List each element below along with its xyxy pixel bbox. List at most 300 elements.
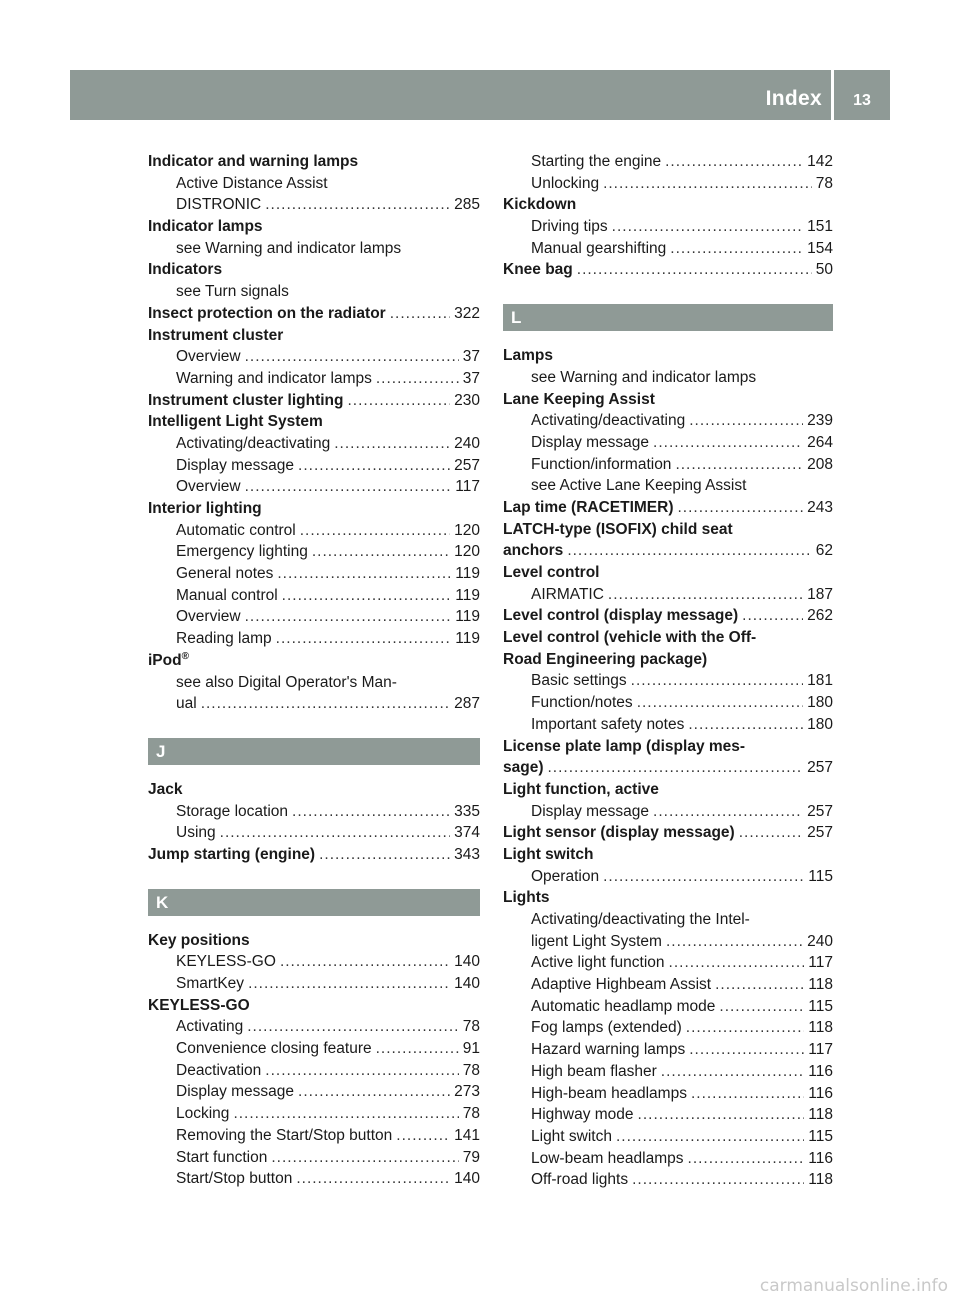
page-header-bar xyxy=(70,70,890,120)
page-reference: 116 xyxy=(808,1149,833,1167)
dot-leader xyxy=(276,628,452,650)
entry-text: AIRMATIC xyxy=(531,585,604,603)
index-subentry[interactable] xyxy=(503,216,833,238)
dot-leader xyxy=(292,801,450,823)
index-subentry[interactable] xyxy=(148,628,480,650)
dot-leader xyxy=(376,368,459,390)
entry-label xyxy=(531,1126,612,1148)
index-entry[interactable] xyxy=(148,779,480,801)
page-reference: 273 xyxy=(454,1083,480,1101)
dot-leader xyxy=(245,346,459,368)
index-subentry[interactable] xyxy=(503,454,833,476)
section-letter-header: L xyxy=(503,304,833,331)
entry-label xyxy=(531,1104,634,1126)
page-reference: 120 xyxy=(454,521,480,539)
entry-text: Automatic control xyxy=(176,521,296,539)
index-entry[interactable] xyxy=(148,325,480,347)
dot-leader xyxy=(220,822,450,844)
dot-leader xyxy=(247,1016,459,1038)
entry-text: Convenience closing feature xyxy=(176,1040,372,1058)
entry-text: see also Digital Operator's Man- xyxy=(176,673,397,691)
section-spacer xyxy=(503,331,833,345)
page-reference: 208 xyxy=(807,455,833,473)
entry-text: Lights xyxy=(503,889,550,907)
index-entry[interactable] xyxy=(503,779,833,801)
section-spacer xyxy=(148,765,480,779)
entry-text: Locking xyxy=(176,1105,230,1123)
page-reference: 322 xyxy=(454,304,480,322)
index-subentry[interactable] xyxy=(503,866,833,888)
page-reference: 262 xyxy=(807,607,833,625)
page-reference: 118 xyxy=(808,1106,833,1124)
entry-label xyxy=(176,238,401,260)
entry-label xyxy=(176,476,241,498)
entry-text: Level control (display message) xyxy=(503,607,739,625)
entry-label xyxy=(531,952,665,974)
entry-label xyxy=(503,887,550,909)
dot-leader xyxy=(742,605,803,627)
dot-leader xyxy=(603,173,812,195)
index-subentry[interactable] xyxy=(148,1168,480,1190)
page-reference: 187 xyxy=(807,585,833,603)
entry-label xyxy=(503,757,544,779)
entry-label xyxy=(503,627,756,649)
index-subentry[interactable] xyxy=(503,996,833,1018)
index-subentry[interactable] xyxy=(503,238,833,260)
page-reference: 118 xyxy=(808,1019,833,1037)
entry-label xyxy=(503,844,593,866)
entry-text: Using xyxy=(176,824,216,842)
index-entry[interactable] xyxy=(503,540,833,562)
entry-label xyxy=(176,973,244,995)
entry-label xyxy=(176,628,272,650)
dot-leader xyxy=(665,151,803,173)
entry-text: Overview xyxy=(176,348,241,366)
entry-label xyxy=(148,259,222,281)
page-reference: 140 xyxy=(454,1170,480,1188)
entry-label xyxy=(503,649,707,671)
dot-leader xyxy=(577,259,812,281)
dot-leader xyxy=(282,585,452,607)
index-entry[interactable] xyxy=(503,519,833,541)
entry-text: Light switch xyxy=(531,1127,612,1145)
index-entry[interactable] xyxy=(148,411,480,433)
entry-text: Function/notes xyxy=(531,694,633,712)
section-letter-header: J xyxy=(148,738,480,765)
index-subentry[interactable] xyxy=(148,346,480,368)
section-spacer xyxy=(148,916,480,930)
index-subentry[interactable] xyxy=(148,1038,480,1060)
entry-label xyxy=(531,1061,657,1083)
entry-text: Starting the engine xyxy=(531,153,662,170)
entry-label xyxy=(148,216,263,238)
index-entry[interactable] xyxy=(148,844,480,866)
dot-leader xyxy=(637,692,803,714)
page-reference: 117 xyxy=(808,954,833,972)
entry-label xyxy=(531,1169,628,1191)
dot-leader xyxy=(631,670,803,692)
entry-text: Unlocking xyxy=(531,174,600,192)
entry-text: Road Engineering package) xyxy=(503,650,708,668)
entry-label xyxy=(531,974,711,996)
page-reference: 257 xyxy=(807,824,833,842)
index-subentry[interactable] xyxy=(148,1103,480,1125)
entry-label xyxy=(148,498,262,520)
dot-leader xyxy=(312,541,450,563)
index-entry[interactable] xyxy=(148,303,480,325)
index-subentry[interactable] xyxy=(503,1039,833,1061)
index-subentry[interactable] xyxy=(148,238,480,260)
entry-text: Activating/deactivating the Intel- xyxy=(531,911,750,928)
index-column-left xyxy=(148,151,480,1190)
index-entry[interactable] xyxy=(503,844,833,866)
entry-label xyxy=(148,650,189,672)
entry-text: Knee bag xyxy=(503,261,573,279)
page-reference: 239 xyxy=(807,412,833,430)
entry-text: see Warning and indicator lamps xyxy=(176,239,402,257)
index-subentry[interactable] xyxy=(148,1060,480,1082)
page-reference: 78 xyxy=(815,174,833,192)
entry-label xyxy=(531,151,661,173)
page-reference: 287 xyxy=(454,695,480,713)
index-entry[interactable] xyxy=(503,649,833,671)
entry-label xyxy=(148,325,283,347)
entry-text: KEYLESS-GO xyxy=(148,996,250,1014)
entry-label xyxy=(503,736,745,758)
index-subentry[interactable] xyxy=(503,173,833,195)
entry-text: Insect protection on the radiator xyxy=(148,304,386,322)
entry-text: see Warning and indicator lamps xyxy=(531,368,757,386)
entry-label xyxy=(176,346,241,368)
entry-text: Warning and indicator lamps xyxy=(176,369,372,387)
index-subentry[interactable] xyxy=(148,1147,480,1169)
entry-label xyxy=(531,801,649,823)
dot-leader xyxy=(653,801,803,823)
dot-leader xyxy=(678,497,804,519)
index-entry[interactable] xyxy=(148,498,480,520)
entry-label xyxy=(176,455,294,477)
entry-label xyxy=(176,563,273,585)
entry-text: Light sensor (display message) xyxy=(503,824,735,842)
entry-text: Level control xyxy=(503,564,600,581)
entry-label xyxy=(176,1147,267,1169)
index-entry[interactable] xyxy=(503,259,833,281)
header-title: Index xyxy=(765,87,822,110)
entry-text: Emergency lighting xyxy=(176,543,308,561)
entry-text: Active Distance Assist xyxy=(176,174,328,192)
entry-label xyxy=(148,390,343,412)
index-entry[interactable] xyxy=(503,757,833,779)
entry-label xyxy=(176,1016,243,1038)
index-subentry[interactable] xyxy=(148,585,480,607)
dot-leader xyxy=(689,1039,804,1061)
index-entry[interactable] xyxy=(503,562,833,584)
index-entry[interactable] xyxy=(148,390,480,412)
index-subentry[interactable] xyxy=(503,974,833,996)
index-subentry[interactable] xyxy=(503,475,833,497)
entry-label xyxy=(503,540,563,562)
index-subentry[interactable] xyxy=(503,410,833,432)
entry-label xyxy=(176,606,241,628)
page-reference: 154 xyxy=(807,239,833,257)
entry-label xyxy=(531,238,666,260)
entry-text: Important safety notes xyxy=(531,715,685,733)
page-reference: 243 xyxy=(807,498,833,516)
entry-text: Display message xyxy=(531,433,650,451)
entry-text: Activating/deactivating xyxy=(531,412,686,430)
dot-leader xyxy=(688,714,803,736)
dot-leader xyxy=(670,238,803,260)
index-entry[interactable] xyxy=(148,930,480,952)
index-subentry[interactable] xyxy=(503,432,833,454)
entry-label xyxy=(148,844,315,866)
entry-text: Overview xyxy=(176,608,241,626)
index-subentry[interactable] xyxy=(148,1016,480,1038)
page-reference: 374 xyxy=(454,824,480,842)
dot-leader xyxy=(715,974,804,996)
page-reference: 285 xyxy=(454,196,480,214)
dot-leader xyxy=(689,410,803,432)
index-entry[interactable] xyxy=(148,650,480,672)
entry-label xyxy=(176,951,276,973)
entry-label xyxy=(176,1125,392,1147)
entry-text: Display message xyxy=(176,1083,295,1101)
page-reference: 257 xyxy=(807,759,833,777)
page-reference: 181 xyxy=(807,672,833,690)
entry-label xyxy=(176,1038,372,1060)
dot-leader xyxy=(669,952,805,974)
index-subentry[interactable] xyxy=(503,670,833,692)
entry-label xyxy=(176,433,330,455)
page-reference: 78 xyxy=(462,1018,480,1036)
dot-leader xyxy=(666,931,803,953)
entry-label xyxy=(176,1081,294,1103)
index-subentry[interactable] xyxy=(148,541,480,563)
index-entry[interactable] xyxy=(503,736,833,758)
entry-label xyxy=(531,909,750,931)
index-subentry[interactable] xyxy=(148,476,480,498)
index-subentry[interactable] xyxy=(503,1126,833,1148)
index-subentry[interactable] xyxy=(503,1017,833,1039)
page-reference: 141 xyxy=(454,1126,480,1144)
index-subentry[interactable] xyxy=(503,151,833,173)
dot-leader xyxy=(334,433,450,455)
entry-label xyxy=(531,996,715,1018)
entry-label xyxy=(176,541,308,563)
index-subentry[interactable] xyxy=(148,520,480,542)
page-reference: 240 xyxy=(454,434,480,452)
entry-label xyxy=(176,822,216,844)
entry-label xyxy=(531,1039,685,1061)
index-subentry[interactable] xyxy=(503,584,833,606)
entry-text: Active light function xyxy=(531,954,665,972)
entry-label xyxy=(176,368,372,390)
section-spacer xyxy=(148,715,480,738)
entry-label xyxy=(503,562,599,584)
page-reference: 78 xyxy=(462,1105,480,1123)
entry-label xyxy=(531,1017,682,1039)
dot-leader xyxy=(688,1148,805,1170)
index-subentry[interactable] xyxy=(148,801,480,823)
entry-label xyxy=(148,151,358,173)
index-subentry[interactable] xyxy=(503,909,833,931)
dot-leader xyxy=(653,432,803,454)
index-subentry[interactable] xyxy=(148,672,480,694)
index-entry[interactable] xyxy=(503,627,833,649)
index-subentry[interactable] xyxy=(148,1125,480,1147)
index-subentry[interactable] xyxy=(503,1148,833,1170)
index-subentry[interactable] xyxy=(503,931,833,953)
index-entry[interactable] xyxy=(148,216,480,238)
entry-label xyxy=(176,1103,229,1125)
entry-text: Indicator and warning lamps xyxy=(148,153,359,170)
entry-text: Key positions xyxy=(148,931,250,949)
dot-leader xyxy=(376,1038,459,1060)
page-reference: 343 xyxy=(454,845,480,863)
entry-text: Automatic headlamp mode xyxy=(531,997,716,1015)
entry-label xyxy=(531,410,685,432)
index-entry[interactable] xyxy=(503,822,833,844)
index-subentry[interactable] xyxy=(148,1081,480,1103)
dot-leader xyxy=(603,866,804,888)
dot-leader xyxy=(300,520,450,542)
index-subentry[interactable] xyxy=(148,563,480,585)
index-subentry[interactable] xyxy=(148,606,480,628)
index-entry[interactable] xyxy=(148,259,480,281)
index-entry[interactable] xyxy=(503,497,833,519)
page-reference: 264 xyxy=(807,433,833,451)
page-reference: 37 xyxy=(462,348,480,366)
entry-label xyxy=(503,194,576,216)
entry-text: Kickdown xyxy=(503,196,577,214)
index-subentry[interactable] xyxy=(503,1061,833,1083)
index-subentry[interactable] xyxy=(503,692,833,714)
index-entry[interactable] xyxy=(148,151,480,173)
page-reference: 78 xyxy=(462,1061,480,1079)
entry-text: Function/information xyxy=(531,455,672,473)
index-subentry[interactable] xyxy=(503,1104,833,1126)
page-reference: 140 xyxy=(454,953,480,971)
dot-leader xyxy=(201,693,450,715)
entry-label xyxy=(503,497,674,519)
entry-label xyxy=(503,259,573,281)
entry-text: Deactivation xyxy=(176,1061,262,1079)
dot-leader xyxy=(548,757,804,779)
index-subentry[interactable] xyxy=(503,1083,833,1105)
entry-text: Intelligent Light System xyxy=(148,413,323,431)
page-reference: 116 xyxy=(808,1084,833,1102)
watermark: carmanualsonline.info xyxy=(759,1276,948,1296)
entry-text: see Turn signals xyxy=(176,283,289,301)
index-entry[interactable] xyxy=(148,995,480,1017)
entry-text: KEYLESS-GO xyxy=(176,953,276,971)
entry-label xyxy=(148,779,182,801)
page-reference: 115 xyxy=(808,997,833,1015)
index-subentry[interactable] xyxy=(148,433,480,455)
entry-label xyxy=(176,585,278,607)
index-subentry[interactable] xyxy=(148,455,480,477)
entry-text: Indicator lamps xyxy=(148,218,263,236)
index-subentry[interactable] xyxy=(503,714,833,736)
index-subentry[interactable] xyxy=(503,952,833,974)
section-spacer xyxy=(148,866,480,889)
entry-label xyxy=(531,173,599,195)
entry-text: sage) xyxy=(503,759,544,777)
page-reference: 257 xyxy=(807,802,833,820)
dot-leader xyxy=(567,540,811,562)
dot-leader xyxy=(608,584,803,606)
entry-text: Highway mode xyxy=(531,1106,634,1124)
entry-text: Operation xyxy=(531,867,600,885)
index-subentry[interactable] xyxy=(503,367,833,389)
entry-text: Start function xyxy=(176,1148,268,1166)
index-subentry[interactable] xyxy=(148,194,480,216)
index-subentry[interactable] xyxy=(148,281,480,303)
page-reference: 180 xyxy=(807,715,833,733)
index-subentry[interactable] xyxy=(148,368,480,390)
page-reference: 115 xyxy=(808,867,833,885)
entry-text: Interior lighting xyxy=(148,500,262,517)
index-entry[interactable] xyxy=(503,887,833,909)
dot-leader xyxy=(265,1060,458,1082)
dot-leader xyxy=(248,973,450,995)
entry-text: Activating/deactivating xyxy=(176,434,331,452)
dot-leader xyxy=(271,1147,458,1169)
index-subentry[interactable] xyxy=(148,822,480,844)
entry-label xyxy=(531,866,599,888)
page-reference: 117 xyxy=(808,1041,833,1059)
dot-leader xyxy=(739,822,803,844)
entry-label xyxy=(531,931,662,953)
index-entry[interactable] xyxy=(503,194,833,216)
page-reference: 257 xyxy=(454,456,480,474)
page-reference: 230 xyxy=(454,391,480,409)
entry-text: ual xyxy=(176,695,197,713)
page-number: 13 xyxy=(853,92,871,109)
entry-text: Level control (vehicle with the Off- xyxy=(503,629,757,647)
entry-text: High beam flasher xyxy=(531,1062,657,1080)
dot-leader xyxy=(661,1061,804,1083)
entry-text: Lamps xyxy=(503,347,553,365)
index-subentry[interactable] xyxy=(503,1169,833,1191)
dot-leader xyxy=(277,563,451,585)
entry-label xyxy=(176,1168,292,1190)
entry-text: Jump starting (engine) xyxy=(148,845,316,863)
section-spacer xyxy=(503,281,833,304)
index-entry[interactable] xyxy=(503,389,833,411)
entry-label xyxy=(531,1083,687,1105)
dot-leader xyxy=(396,1125,450,1147)
index-entry[interactable] xyxy=(503,605,833,627)
dot-leader xyxy=(347,390,450,412)
page-reference: 118 xyxy=(808,1171,833,1189)
index-subentry[interactable] xyxy=(148,951,480,973)
entry-text: Manual gearshifting xyxy=(531,239,667,257)
index-subentry[interactable] xyxy=(148,973,480,995)
entry-label xyxy=(531,454,671,476)
dot-leader xyxy=(298,455,450,477)
entry-text: Instrument cluster xyxy=(148,326,284,344)
index-subentry[interactable] xyxy=(148,173,480,195)
entry-label xyxy=(503,605,738,627)
entry-label xyxy=(176,194,261,216)
dot-leader xyxy=(632,1169,804,1191)
entry-label xyxy=(176,520,296,542)
index-subentry[interactable] xyxy=(148,693,480,715)
index-entry[interactable] xyxy=(503,345,833,367)
index-subentry[interactable] xyxy=(503,801,833,823)
index-column-right xyxy=(503,151,833,1191)
